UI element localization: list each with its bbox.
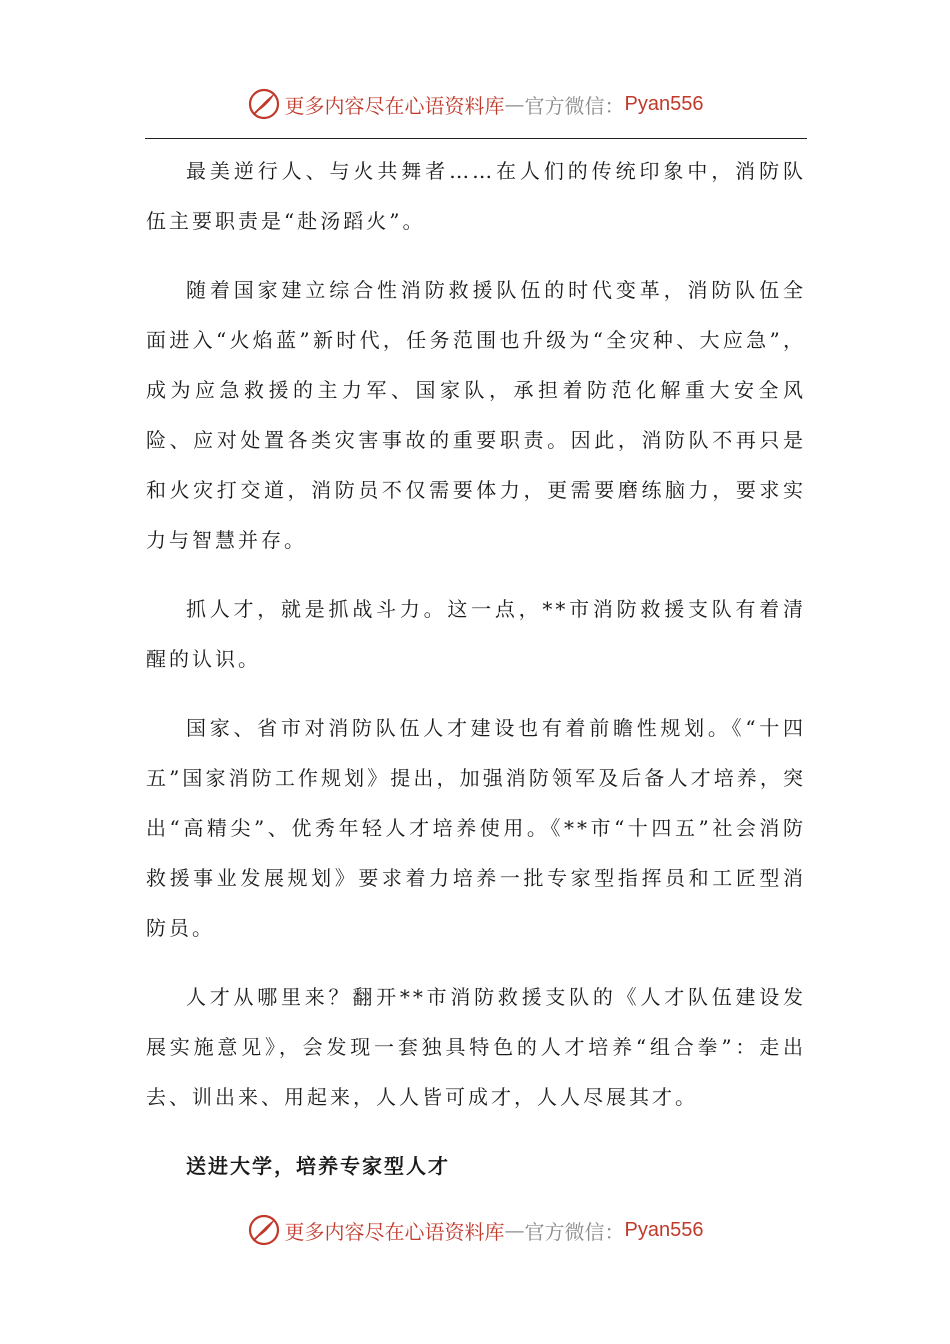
feather-quill-logo-icon [247,1213,281,1247]
paragraph: 国家、省市对消防队伍人才建设也有着前瞻性规划。《“十四五”国家消防工作规划》提出，加强消防领军及后备人才培养，突出“高精尖”、优秀年轻人才培养使用。《**市“十四五”社会消防救援事业发展规划》要求着力培养一批专家型指挥员和工匠型消防员。 [146,716,806,940]
header-watermark [0,84,950,124]
article-body [146,146,806,1210]
watermark-wechat-label: 官方微信： [524,1219,625,1244]
watermark-handle: Pyan556 [624,92,704,115]
watermark-brand-text: 更多内容尽在心语资料库 [284,1219,505,1244]
paragraph: 抓人才，就是抓战斗力。这一点，**市消防救援支队有着清醒的认识。 [146,597,806,671]
watermark-dash: — [504,1218,525,1242]
paragraph: 人才从哪里来？翻开**市消防救援支队的《人才队伍建设发展实施意见》，会发现一套独具特色的人才培养“组合拳”：走出去、训出来、用起来，人人皆可成才，人人尽展其才。 [146,985,806,1109]
footer-watermark [0,1210,950,1250]
header-divider [145,138,807,139]
section-heading: 送进大学，培养专家型人才 [186,1154,450,1178]
watermark-brand-text: 更多内容尽在心语资料库 [284,93,505,118]
paragraph: 最美逆行人、与火共舞者……在人们的传统印象中，消防队伍主要职责是“赴汤蹈火”。 [146,159,806,233]
watermark-dash: — [504,92,525,116]
watermark-handle: Pyan556 [624,1218,704,1241]
feather-quill-logo-icon [247,87,281,121]
watermark-wechat-label: 官方微信： [524,93,625,118]
paragraph: 随着国家建立综合性消防救援队伍的时代变革，消防队伍全面进入“火焰蓝”新时代，任务范围也升级为“全灾种、大应急”，成为应急救援的主力军、国家队，承担着防范化解重大安全风险、应对处置各类灾害事故的重要职责。因此，消防队不再只是和火灾打交道，消防员不仅需要体力，更需要磨练脑力，要求实力与智慧并存。 [146,278,806,552]
